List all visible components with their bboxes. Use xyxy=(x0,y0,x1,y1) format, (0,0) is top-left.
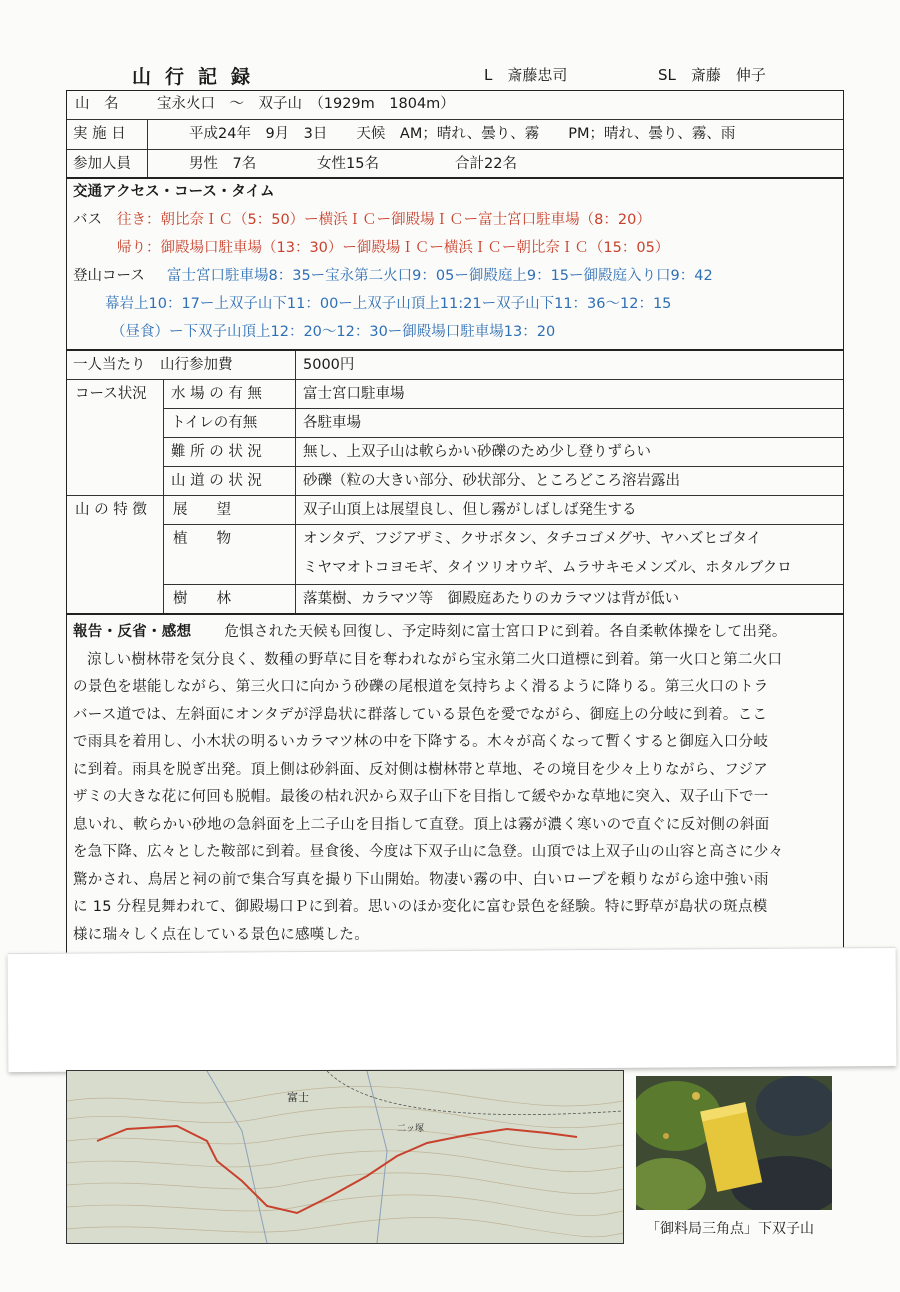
view-label: 展 望 xyxy=(173,502,231,518)
title-row xyxy=(66,58,846,88)
forest-value: 落葉樹、カラマツ等 御殿庭あたりのカラマツは背が低い xyxy=(303,591,680,607)
plants-value-2: ミヤマオトコヨモギ、タイツリオウギ、ムラサキモメンズル、ホタルブクロ xyxy=(303,560,792,576)
report-box xyxy=(66,614,844,956)
topographic-map-image xyxy=(67,1071,623,1243)
date-label: 実 施 日 xyxy=(73,126,126,142)
participants-label: 参加人員 xyxy=(73,156,131,172)
view-value: 双子山頂上は展望良し、但し霧がしばしば発生する xyxy=(303,502,637,518)
summit-photo xyxy=(636,1076,832,1210)
water-value: 富士宮口駐車場 xyxy=(303,386,405,402)
details-table xyxy=(66,350,844,614)
bus-return: 帰り：御殿場口駐車場（13：30）ー御殿場ＩＣー横浜ＩＣー朝比奈ＩＣ（15：05） xyxy=(117,240,670,256)
bus-label: バス xyxy=(73,212,102,228)
trail-value: 砂礫（粒の大きい部分、砂状部分、ところどころ溶岩露出 xyxy=(303,473,680,489)
route-map xyxy=(66,1070,624,1244)
difficult-value: 無し、上双子山は軟らかい砂礫のため少し登りずらい xyxy=(303,444,651,460)
report-line: ザミの大きな花に何回も脱帽。最後の枯れ沢から双子山下を目指して緩やかな草地に突入、双子山下で一 xyxy=(73,789,769,805)
course-status-label: コース状況 xyxy=(75,386,147,402)
report-line: 危惧された天候も回復し、予定時刻に富士宮口Ｐに到着。各自柔軟体操をして出発。 xyxy=(224,624,787,640)
toilet-label: トイレの有無 xyxy=(171,415,258,431)
mountain-value: 宝永火口 ～ 双子山 （1929m 1804m） xyxy=(157,96,455,112)
fee-label: 一人当たり 山行参加費 xyxy=(73,357,233,373)
water-label: 水 場 の 有 無 xyxy=(171,386,262,402)
photo-caption: 「御料局三角点」下双子山 xyxy=(646,1221,814,1237)
course-label: 登山コース xyxy=(73,268,145,284)
sub-leader-name: SL 斎藤 伸子 xyxy=(658,66,766,84)
features-label: 山 の 特 徴 xyxy=(75,502,147,518)
report-line: 涼しい樹林帯を気分良く、数種の野草に目を奪われながら宝永第二火口道標に到着。第一火口と第二火口 xyxy=(87,651,783,668)
report-text xyxy=(73,619,843,949)
fee-value: 5000円 xyxy=(303,357,355,373)
map-label-fuji: 富士 xyxy=(287,1091,309,1104)
map-label-futago: 二ッ塚 xyxy=(397,1124,425,1134)
report-line: を急下降、広々とした鞍部に到着。昼食後、今度は下双子山に急登。山頂では上双子山の山容と高さに少々 xyxy=(73,844,784,860)
report-line: 息いれ、軟らかい砂地の急斜面を上二子山を目指して直登。頂上は霧が濃く寒いので直ぐに反対側の斜面 xyxy=(73,816,770,833)
date-value: 平成24年 9月 3日 天候 AM；晴れ、曇り、霧 PM；晴れ、曇り、霧、雨 xyxy=(189,126,736,142)
report-line: バース道では、左斜面にオンタデが浮島状に群落している景色を愛でながら、御庭上の分岐に到着。ここ xyxy=(73,706,768,723)
difficult-label: 難 所 の 状 況 xyxy=(171,444,262,460)
access-table xyxy=(66,178,844,350)
participants-male: 男性 7名 xyxy=(189,156,257,172)
course-line-3: （昼食）ー下双子山頂上12：20～12：30ー御殿場口駐車場13：20 xyxy=(111,324,556,340)
triangulation-marker-photo xyxy=(636,1076,832,1210)
report-line: 驚かされ、鳥居と祠の前で集合写真を撮り下山開始。物凄い霧の中、白いロープを頼りながら途中強い雨 xyxy=(73,871,769,888)
access-heading: 交通アクセス・コース・タイム xyxy=(73,184,275,200)
participants-total: 合計22名 xyxy=(455,156,517,172)
report-line: で雨具を着用し、小木状の明るいカラマツ林の中を下降する。木々が高くなって暫くすると御庭入口分岐 xyxy=(73,734,769,750)
report-line: の景色を堪能しながら、第三火口に向かう砂礫の尾根道を気持ちよく滑るように降りる。第三火口のトラ xyxy=(73,679,769,695)
info-table xyxy=(66,90,844,178)
plants-label: 植 物 xyxy=(173,531,231,547)
report-line: に到着。雨具を脱ぎ出発。頂上側は砂斜面、反対側は樹林帯と草地、その境目を少々上りながら、フジア xyxy=(73,761,769,778)
toilet-value: 各駐車場 xyxy=(303,415,361,431)
leader-name: L 斎藤忠司 xyxy=(484,66,568,84)
course-line-2: 幕岩上10：17ー上双子山下11：00ー上双子山頂上11:21ー双子山下11：36～12：15 xyxy=(105,296,672,312)
report-label: 報告・反省・感想 xyxy=(73,624,192,640)
bus-outbound: 往き：朝比奈ＩＣ（5：50）ー横浜ＩＣー御殿場ＩＣー富士宮口駐車場（8：20） xyxy=(117,212,651,228)
course-line-1: 富士宮口駐車場8：35ー宝永第二火口9：05ー御殿庭上9：15ー御殿庭入り口9：42 xyxy=(167,268,713,284)
plants-value-1: オンタデ、フジアザミ、クサボタン、タチコゴメグサ、ヤハズヒゴタイ xyxy=(303,531,762,547)
report-first-line xyxy=(73,619,843,647)
paper-strip-overlay xyxy=(8,947,897,1072)
participants-female: 女性15名 xyxy=(317,156,379,172)
trail-label: 山 道 の 状 況 xyxy=(171,473,262,489)
report-line: に 15 分程見舞われて、御殿場口Ｐに到着。思いのほか変化に富む景色を経験。特に野草が島状の斑点模 xyxy=(73,899,768,915)
forest-label: 樹 林 xyxy=(173,591,231,607)
mountain-label: 山 名 xyxy=(75,96,119,112)
record-title: 山行記録 xyxy=(132,66,265,88)
report-line: 様に瑞々しく点在している景色に感嘆した。 xyxy=(73,926,369,943)
